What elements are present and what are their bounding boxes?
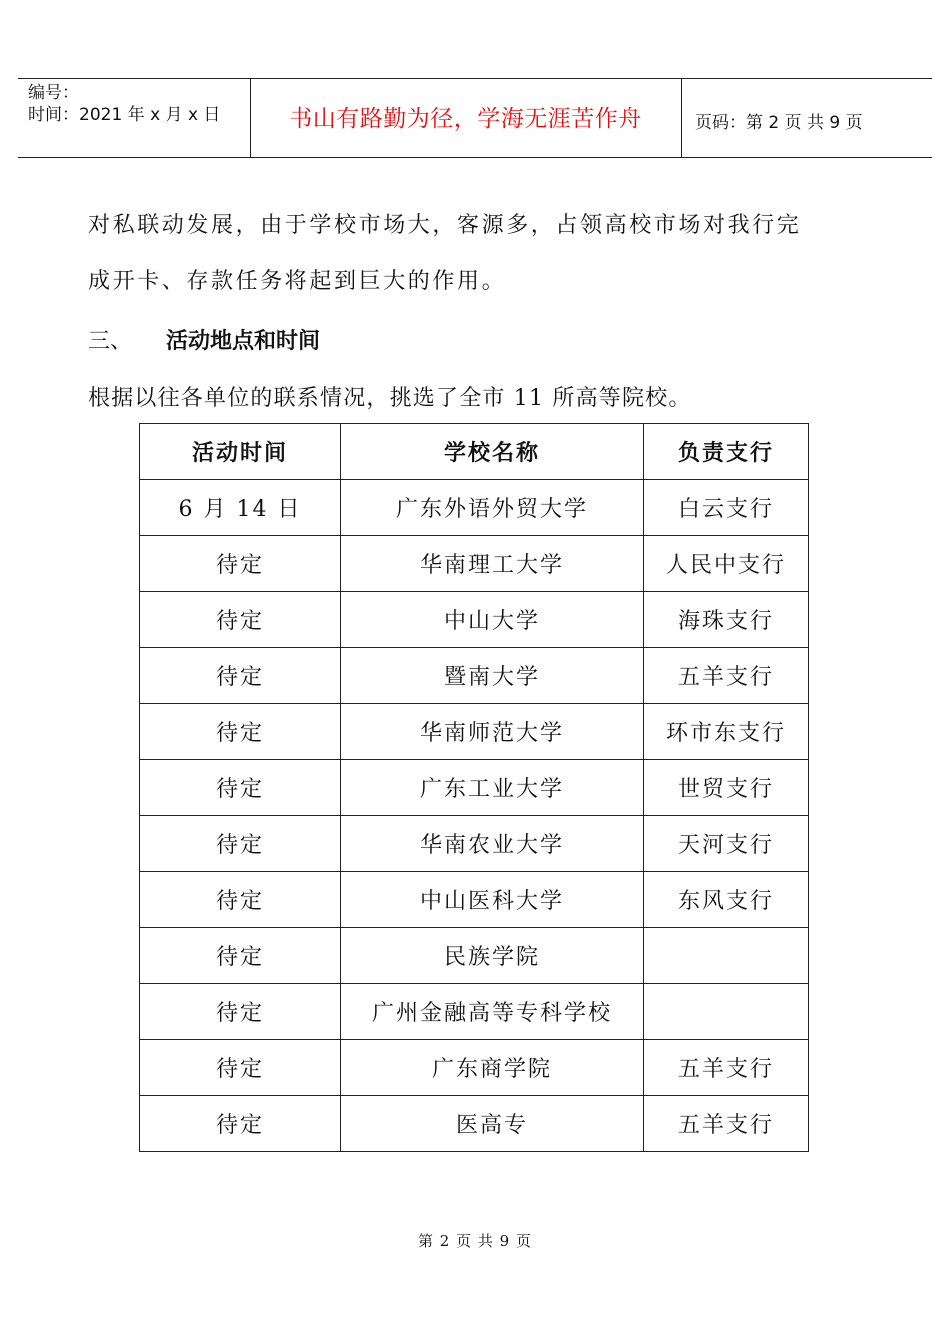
cell-school: 中山医科大学 <box>341 872 644 928</box>
cell-time: 待定 <box>140 536 341 592</box>
paragraph-line-1: 对私联动发展，由于学校市场大，客源多，占领高校市场对我行完 <box>88 213 802 238</box>
document-number-label: 编号： <box>28 83 79 103</box>
table-row <box>140 1096 809 1152</box>
cell-school: 华南农业大学 <box>341 816 644 872</box>
table-row <box>140 984 809 1040</box>
cell-school: 暨南大学 <box>341 648 644 704</box>
cell-school: 民族学院 <box>341 928 644 984</box>
column-header-school: 学校名称 <box>341 424 644 480</box>
cell-time: 待定 <box>140 928 341 984</box>
page-footer: 第 2 页 共 9 页 <box>418 1232 532 1250</box>
cell-time: 待定 <box>140 704 341 760</box>
table-header-row <box>140 424 809 480</box>
cell-time: 待定 <box>140 984 341 1040</box>
cell-branch <box>644 984 809 1040</box>
table-row <box>140 928 809 984</box>
cell-school: 医高专 <box>341 1096 644 1152</box>
header-motto: 书山有路勤为径，学海无涯苦作舟 <box>289 106 642 132</box>
cell-branch: 五羊支行 <box>644 1096 809 1152</box>
table-row <box>140 760 809 816</box>
document-time-label: 时间：2021 年 x 月 x 日 <box>28 105 221 125</box>
cell-time: 待定 <box>140 648 341 704</box>
header-page-code: 页码：第 2 页 共 9 页 <box>695 113 863 133</box>
table-row <box>140 480 809 536</box>
cell-school: 广州金融高等专科学校 <box>341 984 644 1040</box>
table-row <box>140 872 809 928</box>
section-number: 三、 <box>88 329 133 354</box>
table-row <box>140 536 809 592</box>
header-meta <box>28 82 220 126</box>
column-header-time: 活动时间 <box>140 424 341 480</box>
header-divider-right <box>681 78 682 158</box>
cell-branch: 环市东支行 <box>644 704 809 760</box>
page-header <box>18 78 932 158</box>
cell-school: 广东外语外贸大学 <box>341 480 644 536</box>
cell-time: 待定 <box>140 760 341 816</box>
intro-paragraph: 根据以往各单位的联系情况，挑选了全市 11 所高等院校。 <box>88 386 692 411</box>
cell-time: 6 月 14 日 <box>140 480 341 536</box>
table-row <box>140 648 809 704</box>
header-top-rule <box>18 78 932 79</box>
column-header-branch: 负责支行 <box>644 424 809 480</box>
cell-time: 待定 <box>140 816 341 872</box>
section-title: 活动地点和时间 <box>166 329 321 354</box>
cell-school: 广东商学院 <box>341 1040 644 1096</box>
cell-branch: 东风支行 <box>644 872 809 928</box>
cell-branch: 五羊支行 <box>644 648 809 704</box>
cell-time: 待定 <box>140 1040 341 1096</box>
cell-time: 待定 <box>140 1096 341 1152</box>
cell-branch: 世贸支行 <box>644 760 809 816</box>
paragraph-line-2: 成开卡、存款任务将起到巨大的作用。 <box>88 269 507 294</box>
schedule-table <box>139 423 809 1152</box>
cell-branch <box>644 928 809 984</box>
table-row <box>140 704 809 760</box>
section-heading <box>88 324 320 355</box>
header-bottom-rule <box>18 157 932 158</box>
cell-time: 待定 <box>140 592 341 648</box>
cell-school: 广东工业大学 <box>341 760 644 816</box>
cell-school: 华南师范大学 <box>341 704 644 760</box>
table-row <box>140 816 809 872</box>
cell-branch: 白云支行 <box>644 480 809 536</box>
cell-school: 中山大学 <box>341 592 644 648</box>
cell-branch: 海珠支行 <box>644 592 809 648</box>
cell-branch: 天河支行 <box>644 816 809 872</box>
table-row <box>140 1040 809 1096</box>
cell-time: 待定 <box>140 872 341 928</box>
cell-branch: 五羊支行 <box>644 1040 809 1096</box>
cell-school: 华南理工大学 <box>341 536 644 592</box>
table-row <box>140 592 809 648</box>
cell-branch: 人民中支行 <box>644 536 809 592</box>
